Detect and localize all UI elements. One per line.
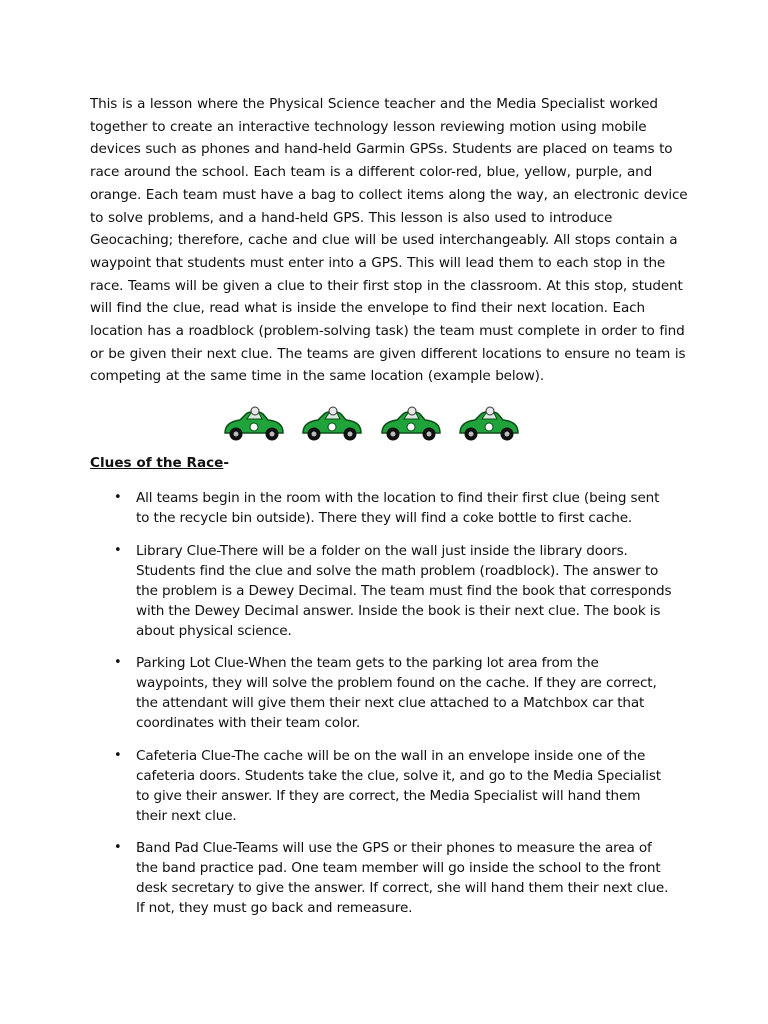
green-race-car-icon bbox=[225, 407, 283, 441]
list-item bbox=[112, 541, 672, 641]
clues-list bbox=[112, 488, 672, 931]
bullet-icon: • bbox=[114, 490, 122, 505]
list-item bbox=[112, 488, 672, 528]
bullet-icon: • bbox=[114, 747, 122, 763]
clue-text: Library Clue-There will be a folder on the wall just inside the library doors. Students find the clue and solve the math problem (roadblock). The answer to the problem is a Dewey Decimal. The team must find the book that corresponds with the Dewey Decimal answer. Inside the book is their next clue. The book is about physical science. bbox=[136, 542, 672, 639]
section-heading-suffix: - bbox=[223, 455, 230, 471]
green-race-car-icon bbox=[460, 407, 518, 441]
clue-text: Band Pad Clue-Teams will use the GPS or their phones to measure the area of the band practice pad. One team member will go inside the school to the front desk secretary to give the answer. If correct, she will hand them their next clue. If not, they must go back and remeasure. bbox=[136, 840, 669, 916]
list-item bbox=[112, 838, 672, 918]
section-heading-title: Clues of the Race bbox=[90, 455, 224, 471]
bullet-icon: • bbox=[114, 840, 122, 855]
list-item bbox=[112, 653, 672, 733]
clue-text: Cafeteria Clue-The cache will be on the wall in an envelope inside one of the cafeteria doors. Students take the clue, solve it, and go to the Media Specialist to give their answer. If they are correct, the Media Specialist will hand them their next clue. bbox=[136, 747, 661, 824]
bullet-icon: • bbox=[114, 655, 122, 670]
section-heading bbox=[90, 455, 229, 471]
clue-text: Parking Lot Clue-When the team gets to the parking lot area from the waypoints, they will solve the problem found on the cache. If they are correct, the attendant will give them their next clue attached to a Matchbox car that coordinates with their team color. bbox=[136, 655, 657, 731]
green-race-car-icon bbox=[382, 407, 440, 441]
race-cars-illustration bbox=[220, 398, 520, 444]
list-item bbox=[112, 746, 672, 826]
clue-text: All teams begin in the room with the location to find their first clue (being sent to the recycle bin outside). There they will find a coke bottle to first cache. bbox=[136, 490, 660, 526]
bullet-icon: • bbox=[114, 542, 122, 558]
green-race-car-icon bbox=[303, 407, 361, 441]
intro-paragraph: This is a lesson where the Physical Science teacher and the Media Specialist worked together to create an interactive technology lesson reviewing motion using mobile devices such as phones and hand-held Garmin GPSs. Students are placed on teams to race around the school. Each team is a different color-red, blue, yellow, purple, and orange. Each team must have a bag to collect items along the way, an electronic device to solve problems, and a hand-held GPS. This lesson is also used to introduce Geocaching; therefore, cache and clue will be used interchangeably. All stops contain a waypoint that students must enter into a GPS. This will lead them to each stop in the race. Teams will be given a clue to their first stop in the classroom. At this stop, student will find the clue, read what is inside the envelope to find their next location. Each location has a roadblock (problem-solving task) the team must complete in order to find or be given their next clue. The teams are given different locations to ensure no team is competing at the same time in the same location (example below). bbox=[90, 96, 688, 385]
